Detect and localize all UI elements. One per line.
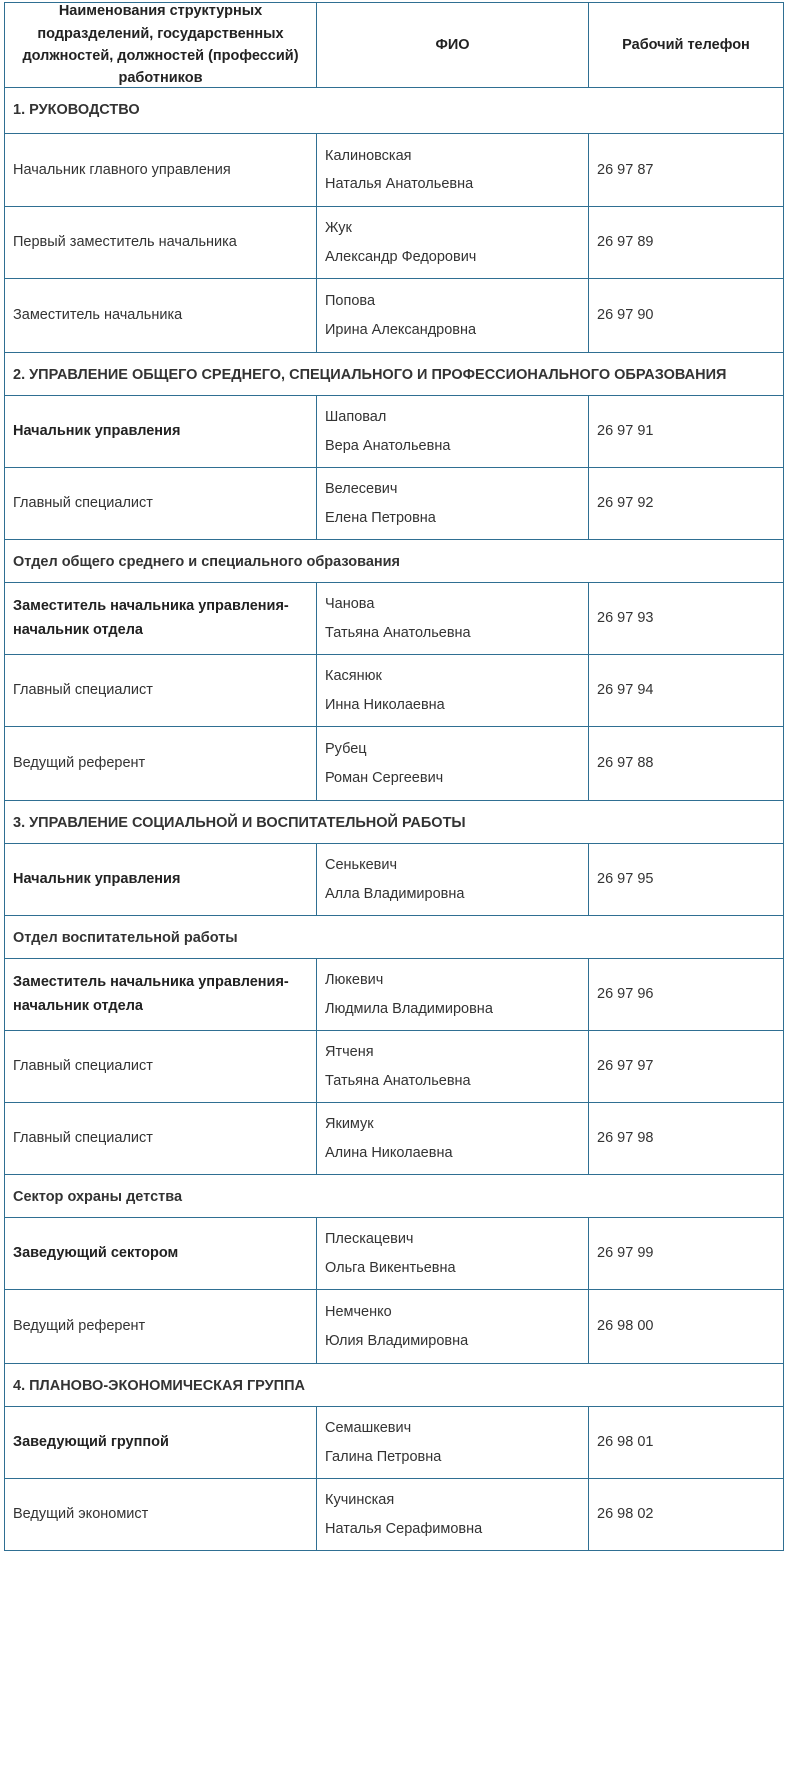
name-cell <box>317 583 589 654</box>
name-cell <box>317 207 589 278</box>
given-name: Татьяна Анатольевна <box>325 624 471 641</box>
phone-cell: 26 97 93 <box>597 610 654 627</box>
phone-cell: 26 97 89 <box>597 234 654 251</box>
position-cell: Главный специалист <box>5 1031 317 1102</box>
name-cell <box>317 1103 589 1174</box>
position-cell: Заместитель начальника управления-начальник отдела <box>5 959 317 1030</box>
surname: Попова <box>325 293 376 310</box>
table-row <box>4 468 784 540</box>
surname: Кучинская <box>325 1492 395 1509</box>
surname: Люкевич <box>325 972 384 989</box>
position-cell: Заместитель начальника управления-начальник отдела <box>5 583 317 654</box>
header-position: Наименования структурных подразделений, государственных должностей, должностей (профессий) работников <box>5 3 317 87</box>
phone-cell: 26 97 87 <box>597 161 654 178</box>
header-name: ФИО <box>317 3 589 87</box>
position-cell: Заведующий группой <box>5 1407 317 1478</box>
position-cell: Ведущий референт <box>5 1290 317 1363</box>
surname: Шаповал <box>325 409 387 426</box>
section-row <box>4 353 784 396</box>
section-title: 4. ПЛАНОВО-ЭКОНОМИЧЕСКАЯ ГРУППА <box>13 1378 305 1394</box>
phone-cell: 26 98 01 <box>597 1434 654 1451</box>
given-name: Галина Петровна <box>325 1448 442 1465</box>
name-cell <box>317 655 589 726</box>
table-row <box>4 279 784 353</box>
name-cell <box>317 959 589 1030</box>
given-name: Ирина Александровна <box>325 321 477 338</box>
table-row <box>4 134 784 207</box>
given-name: Наталья Анатольевна <box>325 176 474 192</box>
given-name: Ольга Викентьевна <box>325 1259 456 1276</box>
name-cell <box>317 1031 589 1102</box>
name-cell <box>317 396 589 467</box>
position-cell: Главный специалист <box>5 655 317 726</box>
table-row <box>4 959 784 1031</box>
section-title: Отдел воспитательной работы <box>13 930 238 946</box>
section-title: Отдел общего среднего и специального образования <box>13 554 401 570</box>
table-body <box>4 88 784 1551</box>
given-name: Алина Николаевна <box>325 1144 453 1161</box>
table-row <box>4 844 784 916</box>
position-cell: Главный специалист <box>5 468 317 539</box>
staff-directory-table <box>4 2 784 1551</box>
name-cell <box>317 844 589 915</box>
surname: Велесевич <box>325 481 398 498</box>
name-cell <box>317 1218 589 1289</box>
position-cell: Заведующий сектором <box>5 1218 317 1289</box>
given-name: Елена Петровна <box>325 509 436 526</box>
phone-cell: 26 97 92 <box>597 495 654 512</box>
given-name: Роман Сергеевич <box>325 769 444 786</box>
section-title: 3. УПРАВЛЕНИЕ СОЦИАЛЬНОЙ И ВОСПИТАТЕЛЬНОЙ РАБОТЫ <box>13 815 466 831</box>
phone-cell: 26 97 95 <box>597 871 654 888</box>
name-cell <box>317 279 589 352</box>
position-cell: Главный специалист <box>5 1103 317 1174</box>
position-cell: Первый заместитель начальника <box>5 207 317 278</box>
surname: Немченко <box>325 1304 392 1321</box>
table-row <box>4 583 784 655</box>
phone-cell: 26 97 91 <box>597 423 654 440</box>
section-row <box>4 1364 784 1407</box>
phone-cell: 26 97 97 <box>597 1058 654 1075</box>
given-name: Людмила Владимировна <box>325 1000 493 1017</box>
section-row <box>4 88 784 134</box>
table-row <box>4 727 784 801</box>
position-cell: Начальник управления <box>5 844 317 915</box>
given-name: Юлия Владимировна <box>325 1332 469 1349</box>
section-row <box>4 916 784 959</box>
phone-cell: 26 98 02 <box>597 1506 654 1523</box>
given-name: Наталья Серафимовна <box>325 1520 483 1537</box>
table-row <box>4 1103 784 1175</box>
name-cell <box>317 1479 589 1550</box>
table-header-row <box>4 2 784 88</box>
surname: Якимук <box>325 1116 374 1133</box>
name-cell <box>317 1407 589 1478</box>
section-row <box>4 1175 784 1218</box>
section-title: 2. УПРАВЛЕНИЕ ОБЩЕГО СРЕДНЕГО, СПЕЦИАЛЬНОГО И ПРОФЕССИОНАЛЬНОГО ОБРАЗОВАНИЯ <box>13 367 727 383</box>
position-cell: Заместитель начальника <box>5 279 317 352</box>
table-row <box>4 1290 784 1364</box>
section-row <box>4 540 784 583</box>
given-name: Инна Николаевна <box>325 696 445 713</box>
name-cell <box>317 468 589 539</box>
given-name: Алла Владимировна <box>325 885 465 902</box>
surname: Плескацевич <box>325 1231 414 1248</box>
table-row <box>4 1031 784 1103</box>
given-name: Вера Анатольевна <box>325 437 451 454</box>
table-row <box>4 1407 784 1479</box>
surname: Рубец <box>325 741 367 758</box>
table-row <box>4 655 784 727</box>
surname: Чанова <box>325 596 375 613</box>
surname: Калиновская <box>325 147 412 164</box>
surname: Семашкевич <box>325 1420 412 1437</box>
phone-cell: 26 97 90 <box>597 307 654 324</box>
given-name: Татьяна Анатольевна <box>325 1072 471 1089</box>
name-cell <box>317 727 589 800</box>
table-row <box>4 1218 784 1290</box>
name-cell <box>317 1290 589 1363</box>
surname: Ятченя <box>325 1044 374 1061</box>
surname: Касянюк <box>325 668 382 685</box>
table-row <box>4 1479 784 1551</box>
surname: Жук <box>325 220 352 237</box>
given-name: Александр Федорович <box>325 248 477 265</box>
phone-cell: 26 97 96 <box>597 986 654 1003</box>
phone-cell: 26 97 99 <box>597 1245 654 1262</box>
position-cell: Ведущий референт <box>5 727 317 800</box>
table-row <box>4 396 784 468</box>
header-phone: Рабочий телефон <box>622 36 750 53</box>
phone-cell: 26 97 88 <box>597 755 654 772</box>
surname: Сенькевич <box>325 857 398 874</box>
section-row <box>4 801 784 844</box>
table-row <box>4 207 784 279</box>
section-title: Сектор охраны детства <box>13 1189 183 1205</box>
position-cell: Ведущий экономист <box>5 1479 317 1550</box>
position-cell: Начальник управления <box>5 396 317 467</box>
phone-cell: 26 97 94 <box>597 682 654 699</box>
name-cell <box>317 134 589 206</box>
phone-cell: 26 98 00 <box>597 1318 654 1335</box>
section-title: 1. РУКОВОДСТВО <box>13 102 140 118</box>
phone-cell: 26 97 98 <box>597 1130 654 1147</box>
position-cell: Начальник главного управления <box>5 134 317 206</box>
